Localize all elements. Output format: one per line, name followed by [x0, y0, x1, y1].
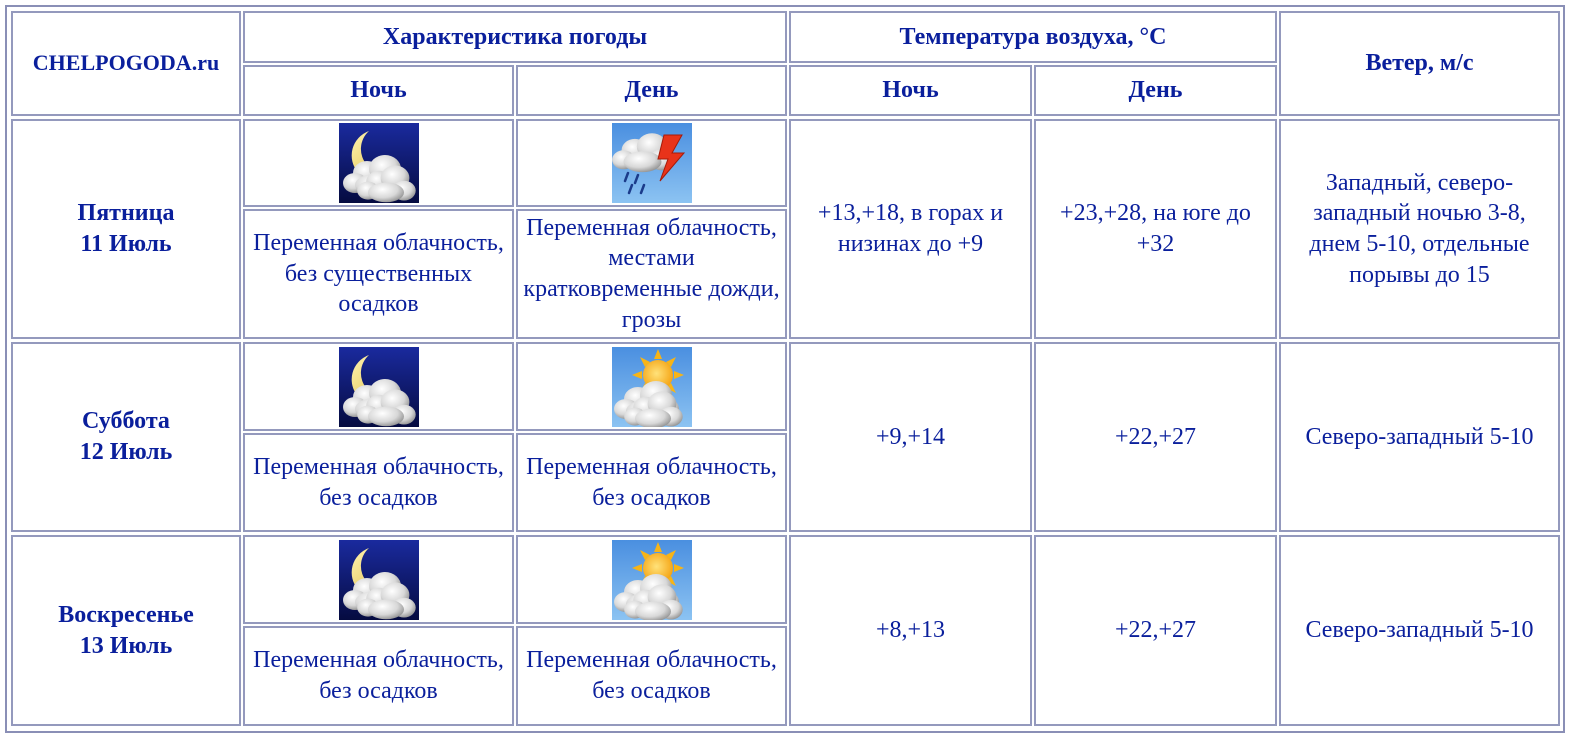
row3-wind: Северо-западный 5-10 — [1279, 535, 1560, 726]
header-weather-characteristics: Характеристика погоды — [243, 11, 787, 63]
row1-temp-night: +13,+18, в горах и низинах до +9 — [789, 119, 1032, 339]
moon-clouds-icon — [339, 347, 419, 427]
row2-wind: Северо-западный 5-10 — [1279, 342, 1560, 532]
header-weather-day: День — [516, 65, 787, 116]
thunderstorm-rain-icon — [612, 123, 692, 203]
sun-clouds-icon — [612, 540, 692, 620]
row2-day-description: Переменная облачность, без осадков — [516, 433, 787, 532]
row1-day-label: Пятница 11 Июль — [11, 119, 241, 339]
moon-clouds-icon — [339, 123, 419, 203]
row1-night-icon-cell — [243, 119, 514, 207]
moon-clouds-icon — [339, 540, 419, 620]
site-brand: CHELPOGODA.ru — [11, 11, 241, 116]
row2-night-icon-cell — [243, 342, 514, 431]
header-wind: Ветер, м/с — [1279, 11, 1560, 116]
row1-wind: Западный, северо-западный ночью 3-8, днем 5-10, отдельные порывы до 15 — [1279, 119, 1560, 339]
row1-night-description: Переменная облачность, без существенных осадков — [243, 209, 514, 339]
header-air-temperature: Температура воздуха, °С — [789, 11, 1277, 63]
header-temp-day: День — [1034, 65, 1277, 116]
row3-temp-day: +22,+27 — [1034, 535, 1277, 726]
row3-day-description: Переменная облачность, без осадков — [516, 626, 787, 726]
row2-night-description: Переменная облачность, без осадков — [243, 433, 514, 532]
sun-clouds-icon — [612, 347, 692, 427]
row3-night-icon-cell — [243, 535, 514, 624]
row2-temp-day: +22,+27 — [1034, 342, 1277, 532]
row1-temp-day: +23,+28, на юге до +32 — [1034, 119, 1277, 339]
row3-day-label: Воскресенье 13 Июль — [11, 535, 241, 726]
header-temp-night: Ночь — [789, 65, 1032, 116]
row1-day-description: Переменная облачность, местами кратковременные дожди, грозы — [516, 209, 787, 339]
row2-temp-night: +9,+14 — [789, 342, 1032, 532]
row3-night-description: Переменная облачность, без осадков — [243, 626, 514, 726]
row1-day-icon-cell — [516, 119, 787, 207]
row3-day-icon-cell — [516, 535, 787, 624]
row2-day-label: Суббота 12 Июль — [11, 342, 241, 532]
row3-temp-night: +8,+13 — [789, 535, 1032, 726]
row2-day-icon-cell — [516, 342, 787, 431]
header-weather-night: Ночь — [243, 65, 514, 116]
